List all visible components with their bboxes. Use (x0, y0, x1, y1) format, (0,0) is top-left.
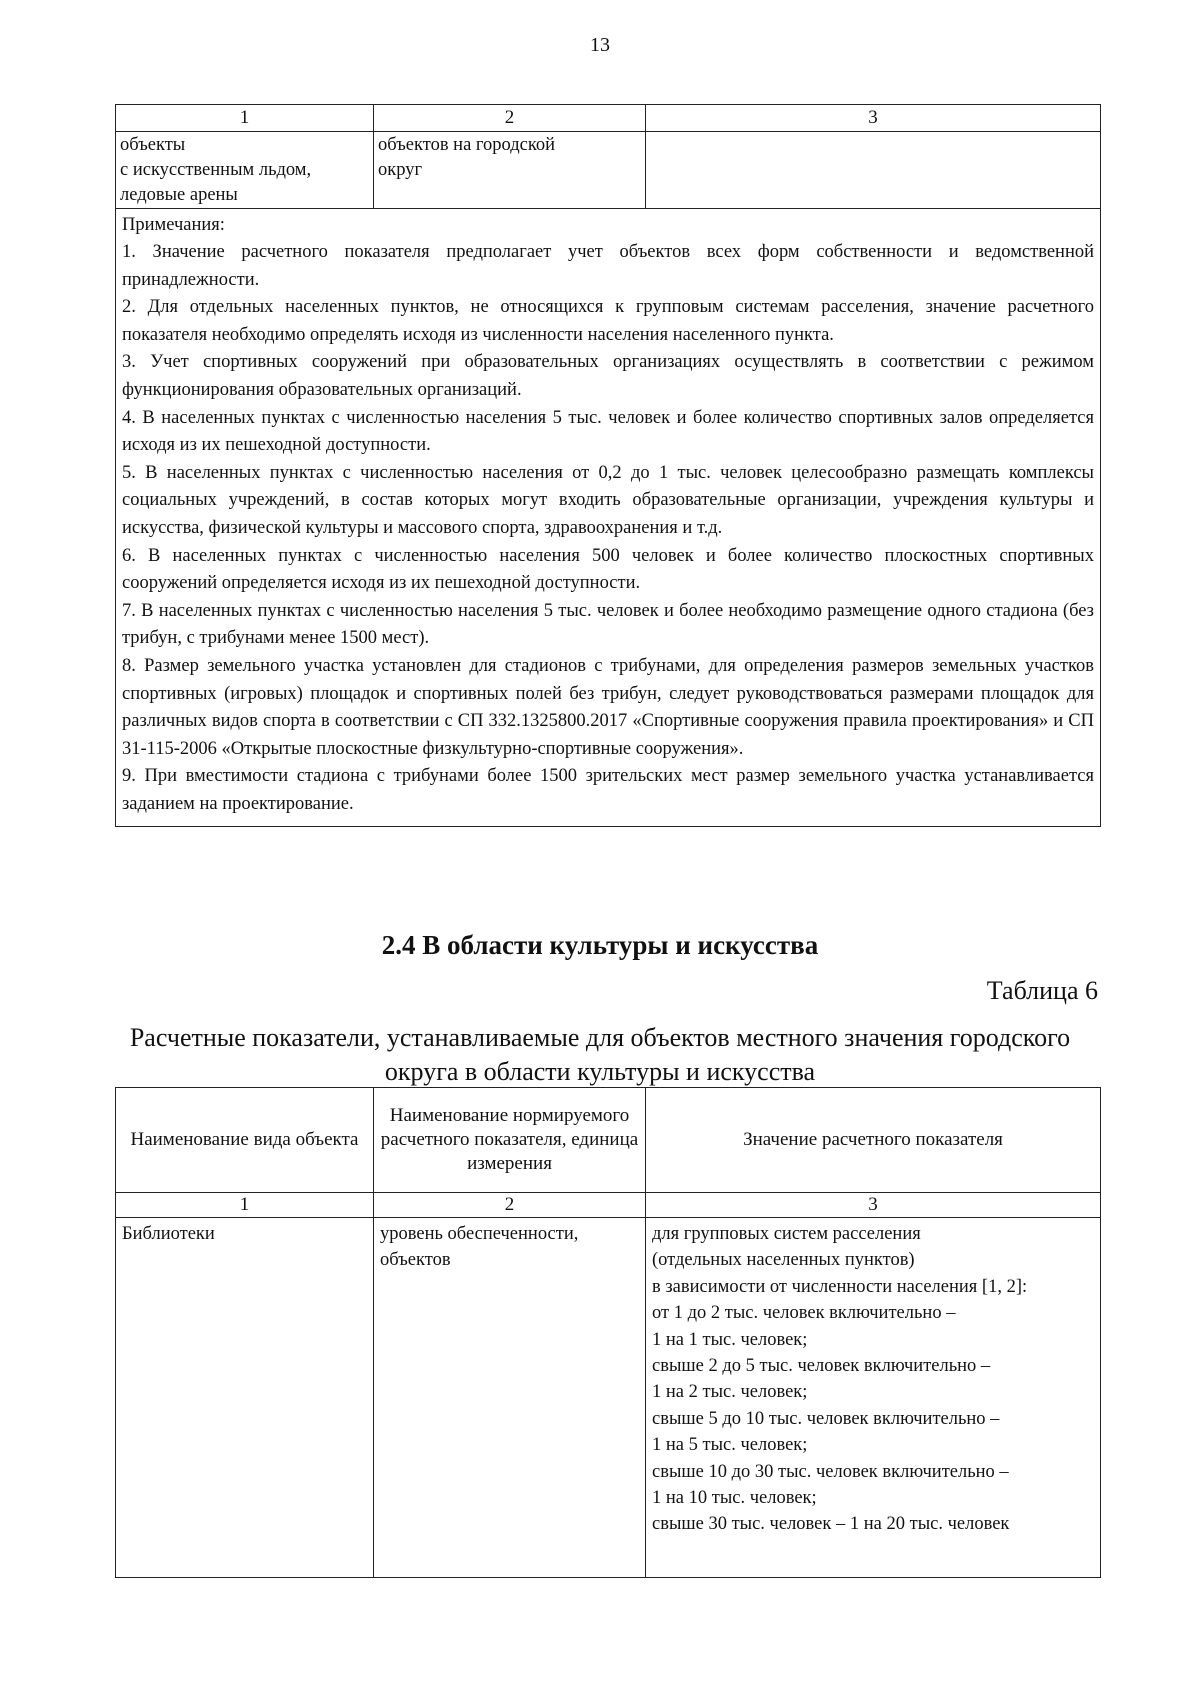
value-line: от 1 до 2 тыс. человек включительно – (652, 1303, 956, 1324)
note-item: 1. Значение расчетного показателя предполагает учет объектов всех форм собственности и ведомственной принадлежности. (122, 242, 1094, 290)
table-label: Таблица 6 (986, 976, 1098, 1005)
value-line: свыше 10 до 30 тыс. человек включительно – (652, 1461, 1009, 1482)
value-line: свыше 2 до 5 тыс. человек включительно – (652, 1356, 991, 1377)
value-line: для групповых систем расселения (652, 1224, 921, 1244)
sports-facilities-table-continued (115, 104, 1101, 827)
page-number: 13 (590, 34, 610, 56)
object-type-line: объекты (120, 135, 186, 155)
value-line: свыше 30 тыс. человек – 1 на 20 тыс. человек (652, 1514, 1010, 1535)
indicator-cell: уровень обеспеченности, объектов (374, 1218, 646, 1578)
table-caption: Расчетные показатели, устанавливаемые для объектов местного значения городского округа в области культуры и искусства (129, 1023, 1071, 1086)
indicator-cell (374, 132, 646, 209)
note-item: 8. Размер земельного участка установлен для стадионов с трибунами, для определения размеров земельных участков спортивных (игровых) площадок и спортивных полей без трибун, следует руководствоваться размерами площадок для различных видов спорта в соответствии с СП 332.1325800.2017 «Спортивные сооружения правила проектирования» и СП 31-115-2006 «Открытые плоскостные физкультурно-спортивные сооружения». (122, 655, 1094, 759)
table-row (116, 1218, 1101, 1578)
column-number: 3 (646, 1193, 1101, 1218)
value-line: свыше 5 до 10 тыс. человек включительно – (652, 1408, 1000, 1429)
value-line: 1 на 5 тыс. человек; (652, 1435, 808, 1456)
column-number: 2 (374, 105, 646, 132)
notes-row (116, 209, 1101, 827)
note-item: 4. В населенных пунктах с численностью населения 5 тыс. человек и более количество спортивных залов определяется исходя из их пешеходной доступности. (122, 407, 1094, 456)
value-line: 1 на 1 тыс. человек; (652, 1329, 808, 1350)
object-type-line: с искусственным льдом, (120, 160, 312, 180)
column-number-row (116, 1193, 1101, 1218)
value-cell (646, 132, 1101, 209)
note-item: 9. При вместимости стадиона с трибунами более 1500 зрительских мест размер земельного участка устанавливается заданием на проектирование. (122, 766, 1094, 814)
column-header: Наименование нормируемого расчетного показателя, единица измерения (374, 1088, 646, 1193)
value-line: (отдельных населенных пунктов) (652, 1250, 915, 1271)
note-item: 7. В населенных пунктах с численностью населения 5 тыс. человек и более необходимо размещение одного стадиона (без трибун, с трибунами менее 1500 мест). (122, 600, 1094, 649)
column-number-row (116, 105, 1101, 132)
value-line: в зависимости от численности населения [1, 2]: (652, 1276, 1028, 1297)
column-number: 3 (646, 105, 1101, 132)
object-type-cell: Библиотеки (116, 1218, 374, 1578)
value-line: 1 на 10 тыс. человек; (652, 1488, 817, 1509)
header-row (116, 1088, 1101, 1193)
indicator-line: объектов на городской (378, 135, 556, 155)
column-number: 1 (116, 1193, 374, 1218)
column-number: 2 (374, 1193, 646, 1218)
object-type-line: ледовые арены (120, 185, 238, 205)
note-item: 3. Учет спортивных сооружений при образовательных организациях осуществлять в соответствии с режимом функционирования образовательных организаций. (122, 352, 1094, 400)
column-header: Значение расчетного показателя (646, 1088, 1101, 1193)
notes-cell (116, 209, 1101, 827)
column-header: Наименование вида объекта (116, 1088, 374, 1193)
column-number: 1 (116, 105, 374, 132)
notes-heading: Примечания: (122, 215, 225, 235)
note-item: 5. В населенных пунктах с численностью населения от 0,2 до 1 тыс. человек целесообразно размещать комплексы социальных учреждений, в состав которых могут входить образовательные организации, учреждения культуры и искусства, физической культуры и массового спорта, здравоохранения и т.д. (122, 462, 1094, 538)
culture-facilities-table (115, 1087, 1101, 1578)
table-row (116, 132, 1101, 209)
indicator-line: округ (378, 160, 423, 180)
note-item: 2. Для отдельных населенных пунктов, не относящихся к групповым системам расселения, значение расчетного показателя необходимо определять исходя из численности населения населенного пункта. (122, 297, 1094, 345)
object-type-cell (116, 132, 374, 209)
section-title: 2.4 В области культуры и искусства (381, 930, 819, 960)
value-line: 1 на 2 тыс. человек; (652, 1382, 808, 1403)
value-cell (646, 1218, 1101, 1578)
note-item: 6. В населенных пунктах с численностью населения 500 человек и более количество плоскостных спортивных сооружений определяется исходя из их пешеходной доступности. (122, 545, 1094, 594)
